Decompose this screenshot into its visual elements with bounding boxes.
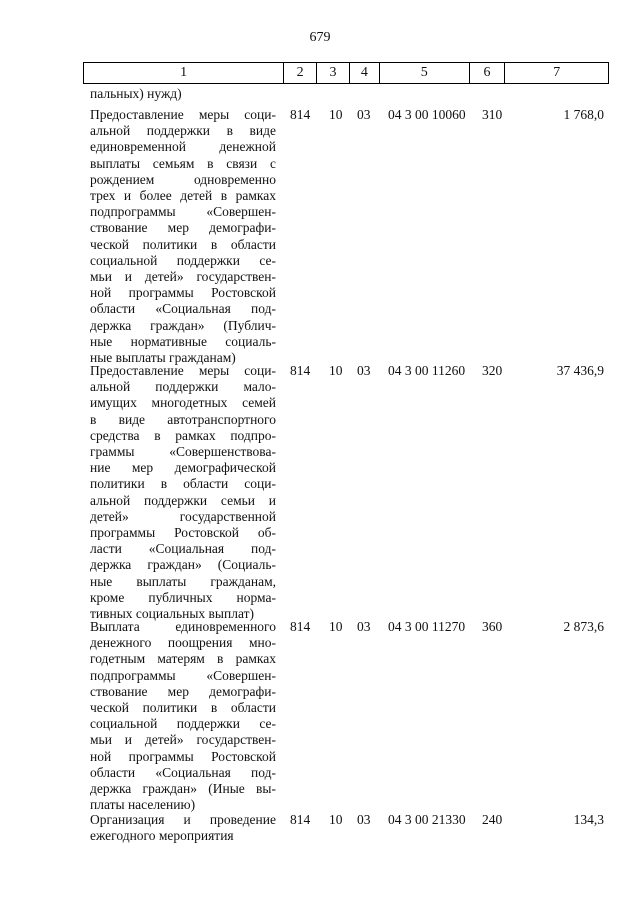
ministry-code: 814 [290, 812, 311, 827]
description-line: держка граждан» (Социаль- [90, 557, 276, 573]
description-line: ные выплаты гражданам, [90, 573, 276, 589]
description-line: трех и более детей в рамках [90, 188, 276, 204]
target-article-code: 04 3 00 11260 [388, 363, 466, 378]
description-line: подпрограммы «Совершен- [90, 204, 276, 220]
description-line: единовременной денежной [90, 139, 276, 155]
target-article-code: 04 3 00 11270 [388, 619, 466, 634]
description-line: ласти «Социальная под- [90, 541, 276, 557]
description-line: Предоставление меры соци- [90, 363, 276, 378]
row-description [90, 619, 276, 813]
expense-type-code: 360 [482, 619, 503, 634]
description-line: ежегодного мероприятия [90, 828, 234, 844]
description-line: программы Ростовской об- [90, 525, 276, 541]
page-number: 679 [309, 30, 331, 45]
subsection-code: 03 [357, 812, 371, 827]
description-line: области «Социальная под- [90, 301, 276, 317]
description-line: средства в рамках подпро- [90, 427, 276, 443]
header-cell-4: 4 [350, 63, 380, 83]
header-cell-6: 6 [470, 63, 506, 83]
row-description [90, 107, 276, 366]
description-line: денежного поощрения мно- [90, 635, 276, 651]
header-cell-7: 7 [553, 65, 561, 80]
description-line: социальной поддержки се- [90, 716, 276, 732]
header-cell-3: 3 [317, 63, 350, 83]
description-line: рождением одновременно [90, 171, 276, 187]
description-line: в виде автотранспортного [90, 411, 276, 427]
header-cell-2: 2 [284, 63, 317, 83]
row-description [90, 812, 276, 844]
description-line: мьи и детей» государствен- [90, 732, 276, 748]
amount: 2 873,6 [563, 619, 604, 634]
amount: 37 436,9 [556, 363, 604, 378]
description-line: годетным матерям в рамках [90, 651, 276, 667]
description-line: держка граждан» (Иные вы- [90, 781, 276, 797]
description-line: политики в области соци- [90, 476, 276, 492]
description-line: альной поддержки семьи и [90, 492, 276, 508]
section-code: 10 [329, 363, 343, 378]
row-description [90, 363, 276, 622]
description-line: ные нормативные социаль- [90, 333, 276, 349]
description-line: выплаты семьям в связи с [90, 155, 276, 171]
amount: 134,3 [573, 812, 604, 827]
expense-type-code: 320 [482, 363, 503, 378]
description-line: ние мер демографической [90, 460, 276, 476]
expense-type-code: 240 [482, 812, 503, 827]
description-line: альной поддержки в виде [90, 123, 276, 139]
description-line: ной программы Ростовской [90, 285, 276, 301]
description-line: ческой политики в области [90, 700, 276, 716]
continuation-text: пальных) нужд) [90, 86, 182, 101]
subsection-code: 03 [357, 363, 371, 378]
description-line: области «Социальная под- [90, 764, 276, 780]
ministry-code: 814 [290, 619, 311, 634]
description-line: детей» государственной [90, 508, 276, 524]
description-line: имущих многодетных семей [90, 395, 276, 411]
description-line: ствование мер демографи- [90, 683, 276, 699]
description-line: Выплата единовременного [90, 619, 276, 634]
description-line: подпрограммы «Совершен- [90, 667, 276, 683]
amount: 1 768,0 [563, 107, 604, 122]
description-line: кроме публичных норма- [90, 589, 276, 605]
description-line: ной программы Ростовской [90, 748, 276, 764]
section-code: 10 [329, 619, 343, 634]
description-line: тивных социальных выплат) [90, 606, 254, 622]
section-code: 10 [329, 107, 343, 122]
table-header [83, 62, 609, 84]
subsection-code: 03 [357, 619, 371, 634]
header-cell-1: 1 [84, 63, 284, 83]
description-line: ные выплаты гражданам) [90, 350, 236, 366]
ministry-code: 814 [290, 363, 311, 378]
target-article-code: 04 3 00 21330 [388, 812, 466, 827]
description-line: социальной поддержки се- [90, 252, 276, 268]
description-line: ческой политики в области [90, 236, 276, 252]
subsection-code: 03 [357, 107, 371, 122]
description-line: Организация и проведение [90, 812, 276, 827]
target-article-code: 04 3 00 10060 [388, 107, 466, 122]
section-code: 10 [329, 812, 343, 827]
expense-type-code: 310 [482, 107, 503, 122]
description-line: держка граждан» (Публич- [90, 317, 276, 333]
ministry-code: 814 [290, 107, 311, 122]
description-line: ствование мер демографи- [90, 220, 276, 236]
description-line: платы населению) [90, 797, 196, 813]
header-cell-5: 5 [380, 63, 470, 83]
description-line: альной поддержки мало- [90, 379, 276, 395]
description-line: мьи и детей» государствен- [90, 269, 276, 285]
description-line: Предоставление меры соци- [90, 107, 276, 122]
description-line: граммы «Совершенствова- [90, 444, 276, 460]
